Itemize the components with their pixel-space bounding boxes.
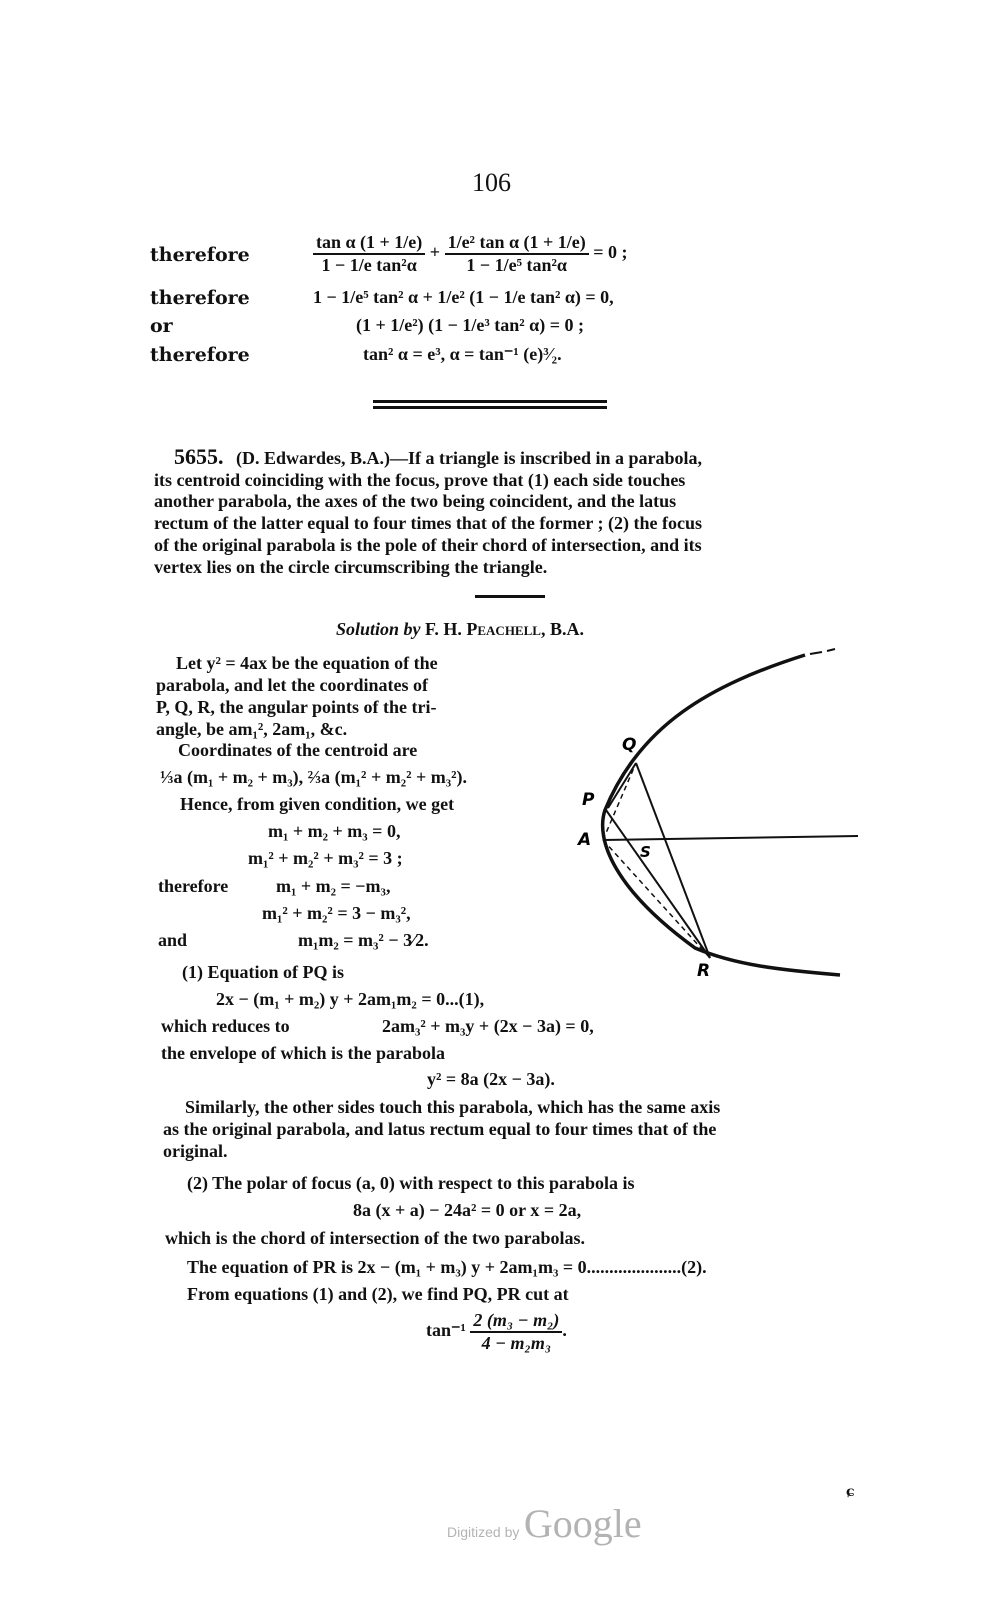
sol-line-9: m₁ + m₂ = −m₃, bbox=[276, 876, 391, 896]
sol-label-therefore: therefore bbox=[158, 876, 229, 896]
question-line-4: of the original parabola is the pole of their chord of intersection, and its bbox=[154, 534, 702, 555]
question-line-2: another parabola, the axes of the two being coincident, and the latus bbox=[154, 491, 677, 512]
original-parabola bbox=[603, 655, 840, 975]
question-5655 bbox=[154, 446, 854, 578]
polar-line: (2) The polar of focus (a, 0) with respect to this parabola is bbox=[187, 1173, 635, 1193]
angle-period: . bbox=[562, 1320, 567, 1341]
label-S: S bbox=[640, 843, 651, 861]
fraction-2 bbox=[445, 232, 589, 276]
digitized-by-google-watermark bbox=[447, 1500, 642, 1547]
plus-sign: + bbox=[429, 242, 441, 263]
parabola-continuation-dashes bbox=[810, 649, 835, 654]
eq-label-or: or bbox=[150, 315, 173, 337]
eq-label-therefore-2: therefore bbox=[150, 287, 250, 309]
fraction-2-denominator: 1 − 1/e⁵ tan²α bbox=[466, 255, 567, 275]
similarly-line-1: as the original parabola, and latus rectum equal to four times that of the bbox=[163, 1119, 717, 1139]
angle-numerator: 2 (m₃ − m₂) bbox=[470, 1310, 562, 1333]
solution-heading bbox=[336, 619, 584, 640]
equation-line-3: (1 + 1/e²) (1 − 1/e³ tan² α) = 0 ; bbox=[356, 315, 584, 335]
question-author: (D. Edwardes, B.A.) bbox=[236, 448, 391, 468]
sol-line-13: 2x − (m₁ + m₂) y + 2am₁m₂ = 0...(1), bbox=[216, 989, 485, 1009]
solution-author: F. H. Peachell, B.A. bbox=[425, 619, 584, 639]
similarly-line-2: original. bbox=[163, 1141, 228, 1161]
axis-line bbox=[603, 836, 858, 840]
label-Q: Q bbox=[622, 735, 637, 755]
label-A: A bbox=[578, 830, 592, 850]
fraction-1 bbox=[313, 232, 425, 276]
fraction-1-numerator: tan α (1 + 1/e) bbox=[313, 232, 425, 255]
question-line-5: vertex lies on the circle circumscribing the triangle. bbox=[154, 556, 548, 577]
angle-fraction bbox=[470, 1310, 562, 1354]
sol-line-7: m₁ + m₂ + m₃ = 0, bbox=[268, 821, 401, 841]
sol-line-3: angle, be am₁², 2am₁, &c. bbox=[156, 719, 348, 739]
eq-label-therefore-1: therefore bbox=[150, 244, 250, 266]
sol-label-reduces: which reduces to bbox=[161, 1016, 290, 1036]
sol-line-0: Let y² = 4ax be the equation of the bbox=[176, 653, 438, 673]
label-R: R bbox=[697, 961, 711, 980]
equation-line-2: 1 − 1/e⁵ tan² α + 1/e² (1 − 1/e tan² α) = 0, bbox=[313, 287, 614, 307]
label-P: P bbox=[582, 790, 595, 810]
digitized-by-text: Digitized by bbox=[447, 1524, 520, 1540]
sol-line-16: y² = 8a (2x − 3a). bbox=[427, 1069, 555, 1089]
sol-line-10: m₁² + m₂² = 3 − m₃², bbox=[262, 903, 411, 923]
short-rule-divider bbox=[475, 595, 545, 598]
parabola-figure bbox=[560, 640, 860, 980]
polar-equation: 8a (x + a) − 24a² = 0 or x = 2a, bbox=[353, 1200, 582, 1220]
question-line-0: —If a triangle is inscribed in a parabola, bbox=[390, 448, 703, 468]
side-PQ bbox=[608, 763, 636, 808]
question-number: 5655. bbox=[174, 444, 224, 469]
eq-label-therefore-3: therefore bbox=[150, 344, 250, 366]
pr-equation-line: The equation of PR is 2x − (m₁ + m₃) y + 2am₁m₃ = 0.....................(2). bbox=[187, 1257, 707, 1277]
sol-line-4: Coordinates of the centroid are bbox=[178, 740, 418, 760]
angle-result bbox=[426, 1310, 567, 1354]
sol-line-14: 2am₃² + m₃y + (2x − 3a) = 0, bbox=[382, 1016, 594, 1036]
side-PR bbox=[606, 810, 710, 958]
sol-line-6: Hence, from given condition, we get bbox=[180, 794, 455, 814]
fraction-1-denominator: 1 − 1/e tan²α bbox=[321, 255, 417, 275]
equation-rhs: = 0 ; bbox=[593, 242, 628, 263]
page-number: 106 bbox=[472, 168, 511, 197]
sol-label-and: and bbox=[158, 930, 188, 950]
dashed-AR bbox=[603, 840, 710, 958]
question-line-3: rectum of the latter equal to four times that of the former ; (2) the focus bbox=[154, 513, 703, 534]
sol-line-11: m₁m₂ = m₃² − 3⁄2. bbox=[298, 930, 429, 950]
tan-inverse: tan⁻¹ bbox=[426, 1320, 466, 1341]
equation-fraction-sum bbox=[313, 232, 628, 276]
fraction-2-numerator: 1/e² tan α (1 + 1/e) bbox=[445, 232, 589, 255]
sol-line-12: (1) Equation of PQ is bbox=[182, 962, 345, 982]
equation-line-4: tan² α = e³, α = tan⁻¹ (e)³⁄₂. bbox=[363, 344, 562, 364]
angle-denominator: 4 − m₂m₃ bbox=[481, 1333, 552, 1353]
sol-line-15: the envelope of which is the parabola bbox=[161, 1043, 446, 1063]
sol-line-2: P, Q, R, the angular points of the tri- bbox=[156, 697, 437, 717]
double-rule-divider bbox=[373, 400, 607, 409]
corner-mark: ɕ bbox=[846, 1484, 855, 1500]
sol-line-1: parabola, and let the coordinates of bbox=[156, 675, 428, 695]
sol-line-5: ⅓a (m₁ + m₂ + m₃), ⅔a (m₁² + m₂² + m₃²). bbox=[160, 767, 468, 787]
chord-line: which is the chord of intersection of the two parabolas. bbox=[165, 1228, 585, 1248]
question-line-1: its centroid coinciding with the focus, prove that (1) each side touches bbox=[154, 469, 686, 490]
similarly-line-0: Similarly, the other sides touch this parabola, which has the same axis bbox=[185, 1097, 721, 1117]
solution-prefix: Solution by bbox=[336, 619, 421, 639]
from-equations-line: From equations (1) and (2), we find PQ, PR cut at bbox=[187, 1284, 569, 1304]
google-logo-text: Google bbox=[523, 1501, 642, 1546]
sol-line-8: m₁² + m₂² + m₃² = 3 ; bbox=[248, 848, 403, 868]
